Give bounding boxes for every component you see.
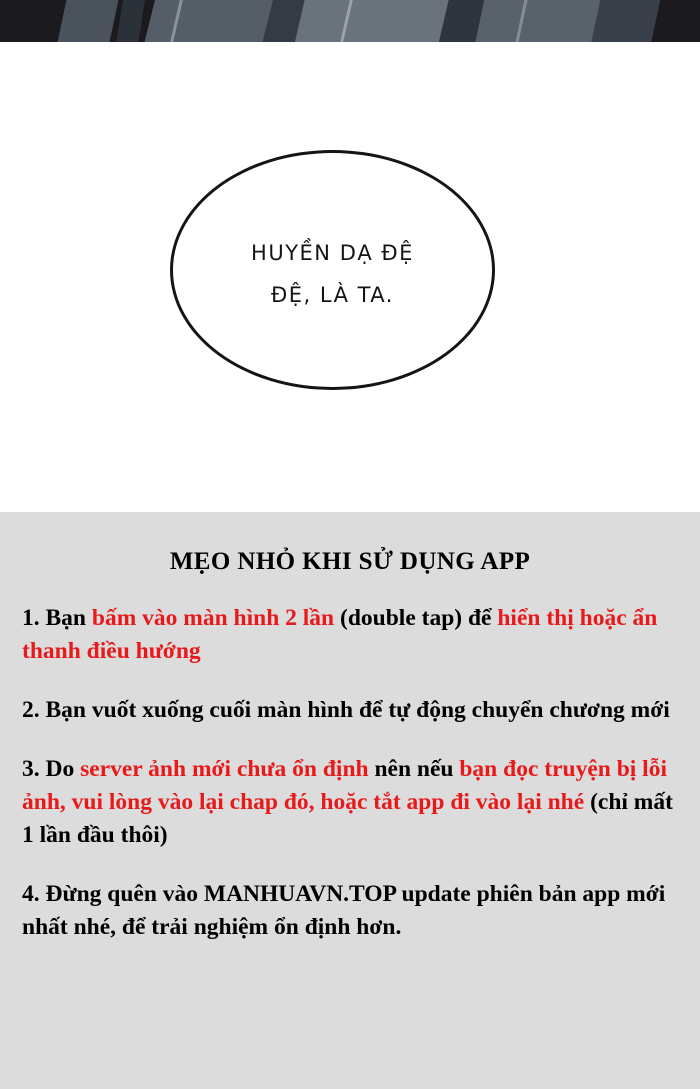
panel-background-art <box>0 0 700 42</box>
notice-text-highlight: hiển thị hoặc ẩn thanh điều hướng <box>22 605 658 664</box>
notice-item <box>22 753 678 852</box>
app-tips-notice <box>0 512 700 1089</box>
speech-bubble-line: ĐỆ, LÀ TA. <box>271 283 394 307</box>
art-shape <box>56 0 119 42</box>
notice-text-highlight: bấm vào màn hình 2 lần <box>91 605 341 631</box>
notice-text-highlight: bạn đọc truyện bị lỗi ảnh, vui lòng vào lại chap đó, hoặc tắt app đi vào lại nhé <box>22 756 667 815</box>
art-shape <box>294 0 457 42</box>
speech-bubble-text <box>170 232 495 316</box>
notice-text: 4. Đừng quên vào MANHUAVN.TOP update phiên bản app mới nhất nhé, để trải nghiệm ổn định hơn. <box>22 881 666 940</box>
notice-item <box>22 694 678 727</box>
notice-text: 2. Bạn vuốt xuống cuối màn hình để tự động chuyển chương mới <box>22 697 670 723</box>
notice-text: 1. Bạn <box>22 605 92 631</box>
notice-text-highlight: server ảnh mới chưa ổn định <box>80 756 375 782</box>
notice-item <box>22 602 678 668</box>
art-shape <box>115 0 146 42</box>
art-shape <box>143 0 277 42</box>
notice-text: 3. Do <box>22 756 81 782</box>
notice-text: nên nếu <box>374 756 460 782</box>
notice-title: MẸO NHỎ KHI SỬ DỤNG APP <box>169 548 531 575</box>
speech-bubble-line: HUYỀN DẠ ĐỆ <box>251 241 414 265</box>
art-shape <box>590 0 662 42</box>
notice-text: (double tap) để <box>340 605 498 631</box>
comic-panel[interactable] <box>0 0 700 512</box>
notice-item <box>22 878 678 944</box>
notice-text: (chỉ mất 1 lần đầu thôi) <box>22 789 673 848</box>
notice-item-list <box>22 602 678 944</box>
art-shape <box>474 0 606 42</box>
